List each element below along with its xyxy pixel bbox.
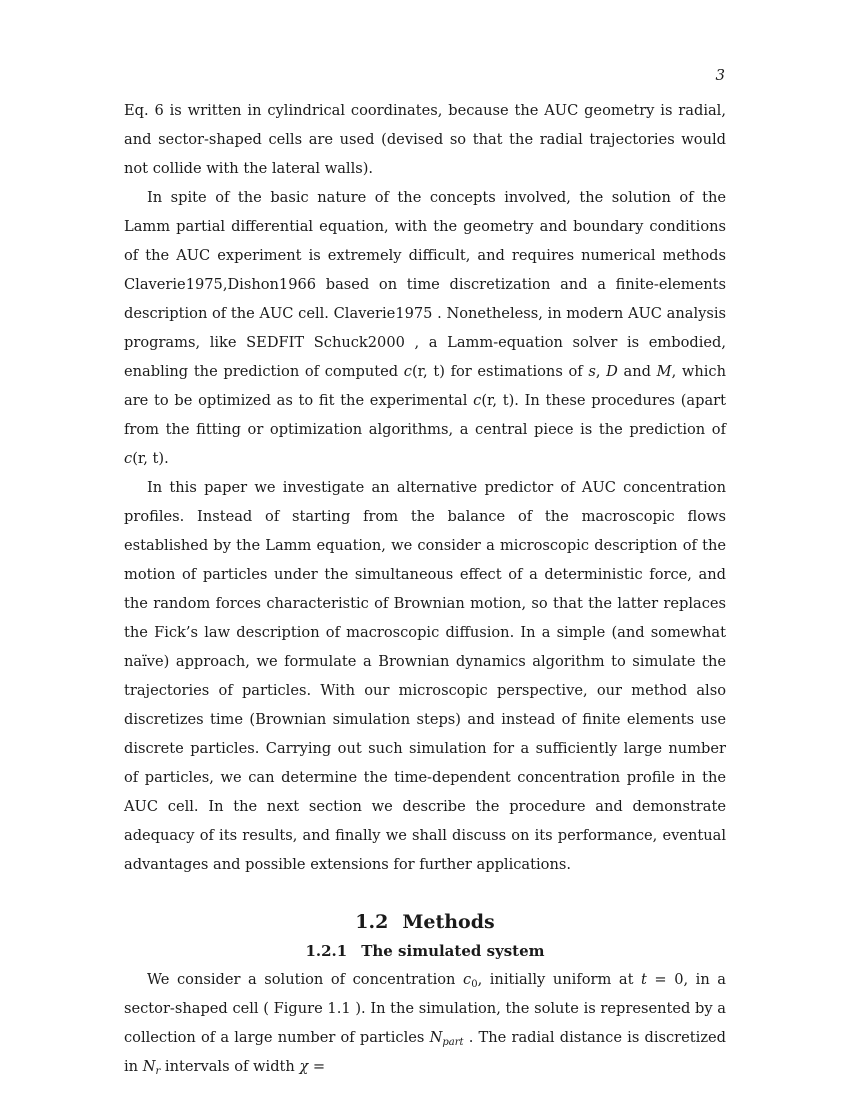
page-body xyxy=(124,96,726,1081)
paragraph-4: We consider a solution of concentration $c_0$, initially uniform at t = 0, in a sector-shaped cell ( Figure 1.1 ). In the simulation, the solute is represented by a collection of a large number of particles $N_{part}$ . The radial distance is discretized in $N_r$ intervals of width χ = xyxy=(124,971,726,1077)
section-heading xyxy=(124,907,726,937)
subsection-heading xyxy=(124,937,726,965)
paragraph-2: In spite of the basic nature of the concepts involved, the solution of the Lamm partial differential equation, with the geometry and boundary conditions of the AUC experiment is extremely difficult, and requires numerical methods Claverie1975,Dishon1966 based on time discretization and a finite-elements description of the AUC cell. Claverie1975 . Nonetheless, in modern AUC analysis programs, like SEDFIT Schuck2000 , a Lamm-equation solver is embodied, enabling the prediction of computed c(r, t) for estimations of s, D and M, which are to be optimized as to fit the experimental c(r, t). In these procedures (apart from the fitting or optimization algorithms, a central piece is the prediction of c(r, t). xyxy=(124,189,727,467)
time-symbol: t xyxy=(640,971,647,988)
concentration-symbol: c xyxy=(473,392,482,409)
c0-symbol: c xyxy=(463,971,472,988)
concentration-symbol: c xyxy=(403,363,412,380)
subsection-title: The simulated system xyxy=(361,942,545,960)
sedimentation-symbol: s xyxy=(588,363,596,380)
npart-symbol: N xyxy=(429,1029,443,1046)
paragraph-3: In this paper we investigate an alternative predictor of AUC concentration profiles. Instead of starting from the balance of the macroscopic flows established by the Lamm equation, we consider a microscopic description of the motion of particles under the simultaneous effect of a deterministic force, and the random forces characteristic of Brownian motion, so that the latter replaces the Fick’s law description of macroscopic diffusion. In a simple (and somewhat naïve) approach, we formulate a Brownian dynamics algorithm to simulate the trajectories of particles. With our microscopic perspective, our method also discretizes time (Brownian simulation steps) and instead of finite elements use discrete particles. Carrying out such simulation for a sufficiently large number of particles, we can determine the time-dependent concentration profile in the AUC cell. In the next section we describe the procedure and demonstrate adequacy of its results, and finally we shall discuss on its performance, eventual advantages and possible extensions for further applications. xyxy=(124,479,726,873)
section-title: Methods xyxy=(402,911,495,933)
concentration-symbol: c xyxy=(124,450,133,467)
diffusion-symbol: D xyxy=(606,363,618,380)
paragraph-1: Eq. 6 is written in cylindrical coordinates, because the AUC geometry is radial, and sector-shaped cells are used (devised so that the radial trajectories would not collide with the lateral walls). xyxy=(124,102,726,177)
section-number: 1.2 xyxy=(355,911,389,933)
nr-symbol: N xyxy=(142,1058,156,1075)
chi-symbol: χ xyxy=(299,1058,309,1075)
mass-symbol: M xyxy=(656,363,672,380)
subsection-number: 1.2.1 xyxy=(305,942,348,960)
page-number: 3 xyxy=(715,66,725,84)
